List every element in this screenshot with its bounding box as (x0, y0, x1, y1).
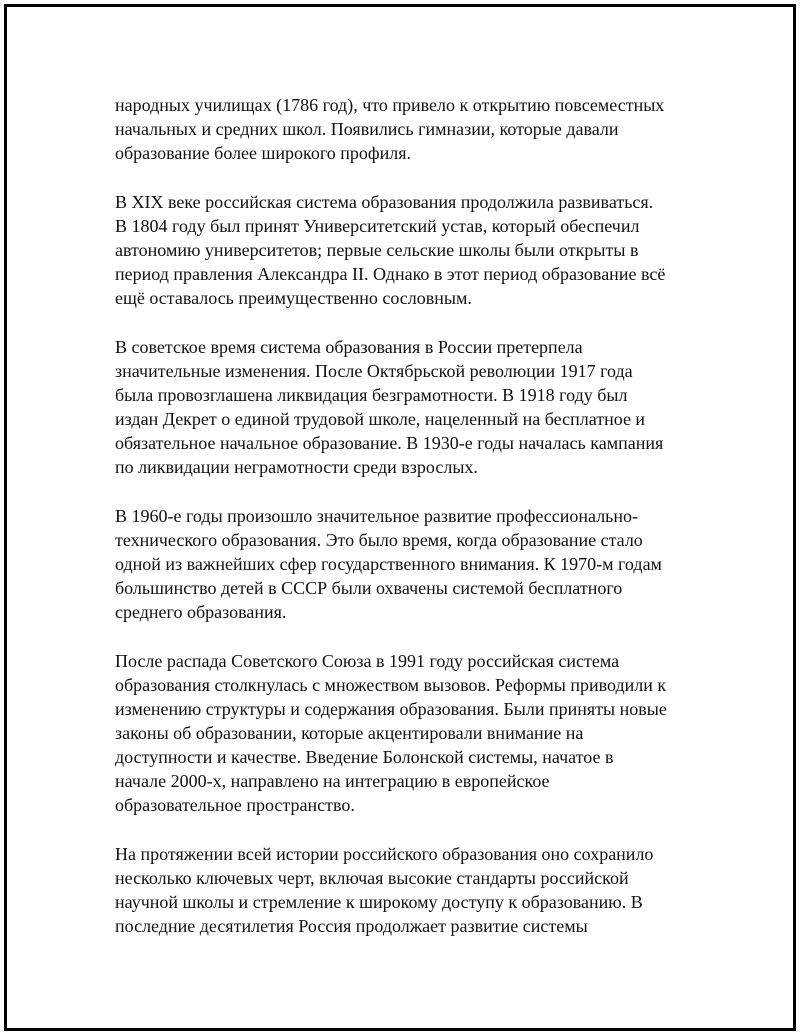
text-line: большинство детей в СССР были охвачены системой бесплатного (115, 578, 623, 598)
paragraph (115, 93, 695, 165)
paragraph (115, 504, 695, 624)
text-line: начальных и средних школ. Появились гимназии, которые давали (115, 119, 619, 139)
text-line: образовательное пространство. (115, 795, 355, 815)
text-line: научной школы и стремление к широкому доступу к образованию. В (115, 892, 643, 912)
document-body (115, 93, 695, 963)
text-line: начале 2000-х, направлено на интеграцию в европейское (115, 771, 550, 791)
text-line: несколько ключевых черт, включая высокие стандарты российской (115, 868, 629, 888)
paragraph (115, 190, 695, 310)
text-line: по ликвидации неграмотности среди взрослых. (115, 457, 478, 477)
text-line: В советское время система образования в России претерпела (115, 337, 583, 357)
text-line: технического образования. Это было время, когда образование стало (115, 530, 643, 550)
paragraph (115, 649, 695, 817)
text-line: образования столкнулась с множеством вызовов. Реформы приводили к (115, 675, 667, 695)
text-line: издан Декрет о единой трудовой школе, нацеленный на бесплатное и (115, 409, 646, 429)
text-line: В 1960-е годы произошло значительное развитие профессионально- (115, 506, 639, 526)
text-line: среднего образования. (115, 602, 287, 622)
text-line: значительные изменения. После Октябрьской революции 1917 года (115, 361, 633, 381)
text-line: была провозглашена ликвидация безграмотности. В 1918 году был (115, 385, 628, 405)
text-line: последние десятилетия Россия продолжает развитие системы (115, 916, 588, 936)
text-line: период правления Александра II. Однако в этот период образование всё (115, 264, 666, 284)
text-line: одной из важнейших сфер государственного внимания. К 1970-м годам (115, 554, 662, 574)
paragraph (115, 335, 695, 479)
text-line: образование более широкого профиля. (115, 143, 411, 163)
text-line: В 1804 году был принят Университетский устав, который обеспечил (115, 216, 640, 236)
text-line: народных училищах (1786 год), что привело к открытию повсеместных (115, 95, 665, 115)
text-line: На протяжении всей истории российского образования оно сохранило (115, 844, 654, 864)
text-line: После распада Советского Союза в 1991 году российская система (115, 651, 620, 671)
paragraph (115, 842, 695, 938)
text-line: изменению структуры и содержания образования. Были приняты новые (115, 699, 667, 719)
text-line: доступности и качестве. Введение Болонской системы, начатое в (115, 747, 614, 767)
text-line: автономию университетов; первые сельские школы были открыты в (115, 240, 639, 260)
text-line: законы об образовании, которые акцентировали внимание на (115, 723, 584, 743)
text-line: В XIX веке российская система образования продолжила развиваться. (115, 192, 654, 212)
text-line: обязательное начальное образование. В 1930-е годы началась кампания (115, 433, 664, 453)
text-line: ещё оставалось преимущественно сословным. (115, 288, 472, 308)
